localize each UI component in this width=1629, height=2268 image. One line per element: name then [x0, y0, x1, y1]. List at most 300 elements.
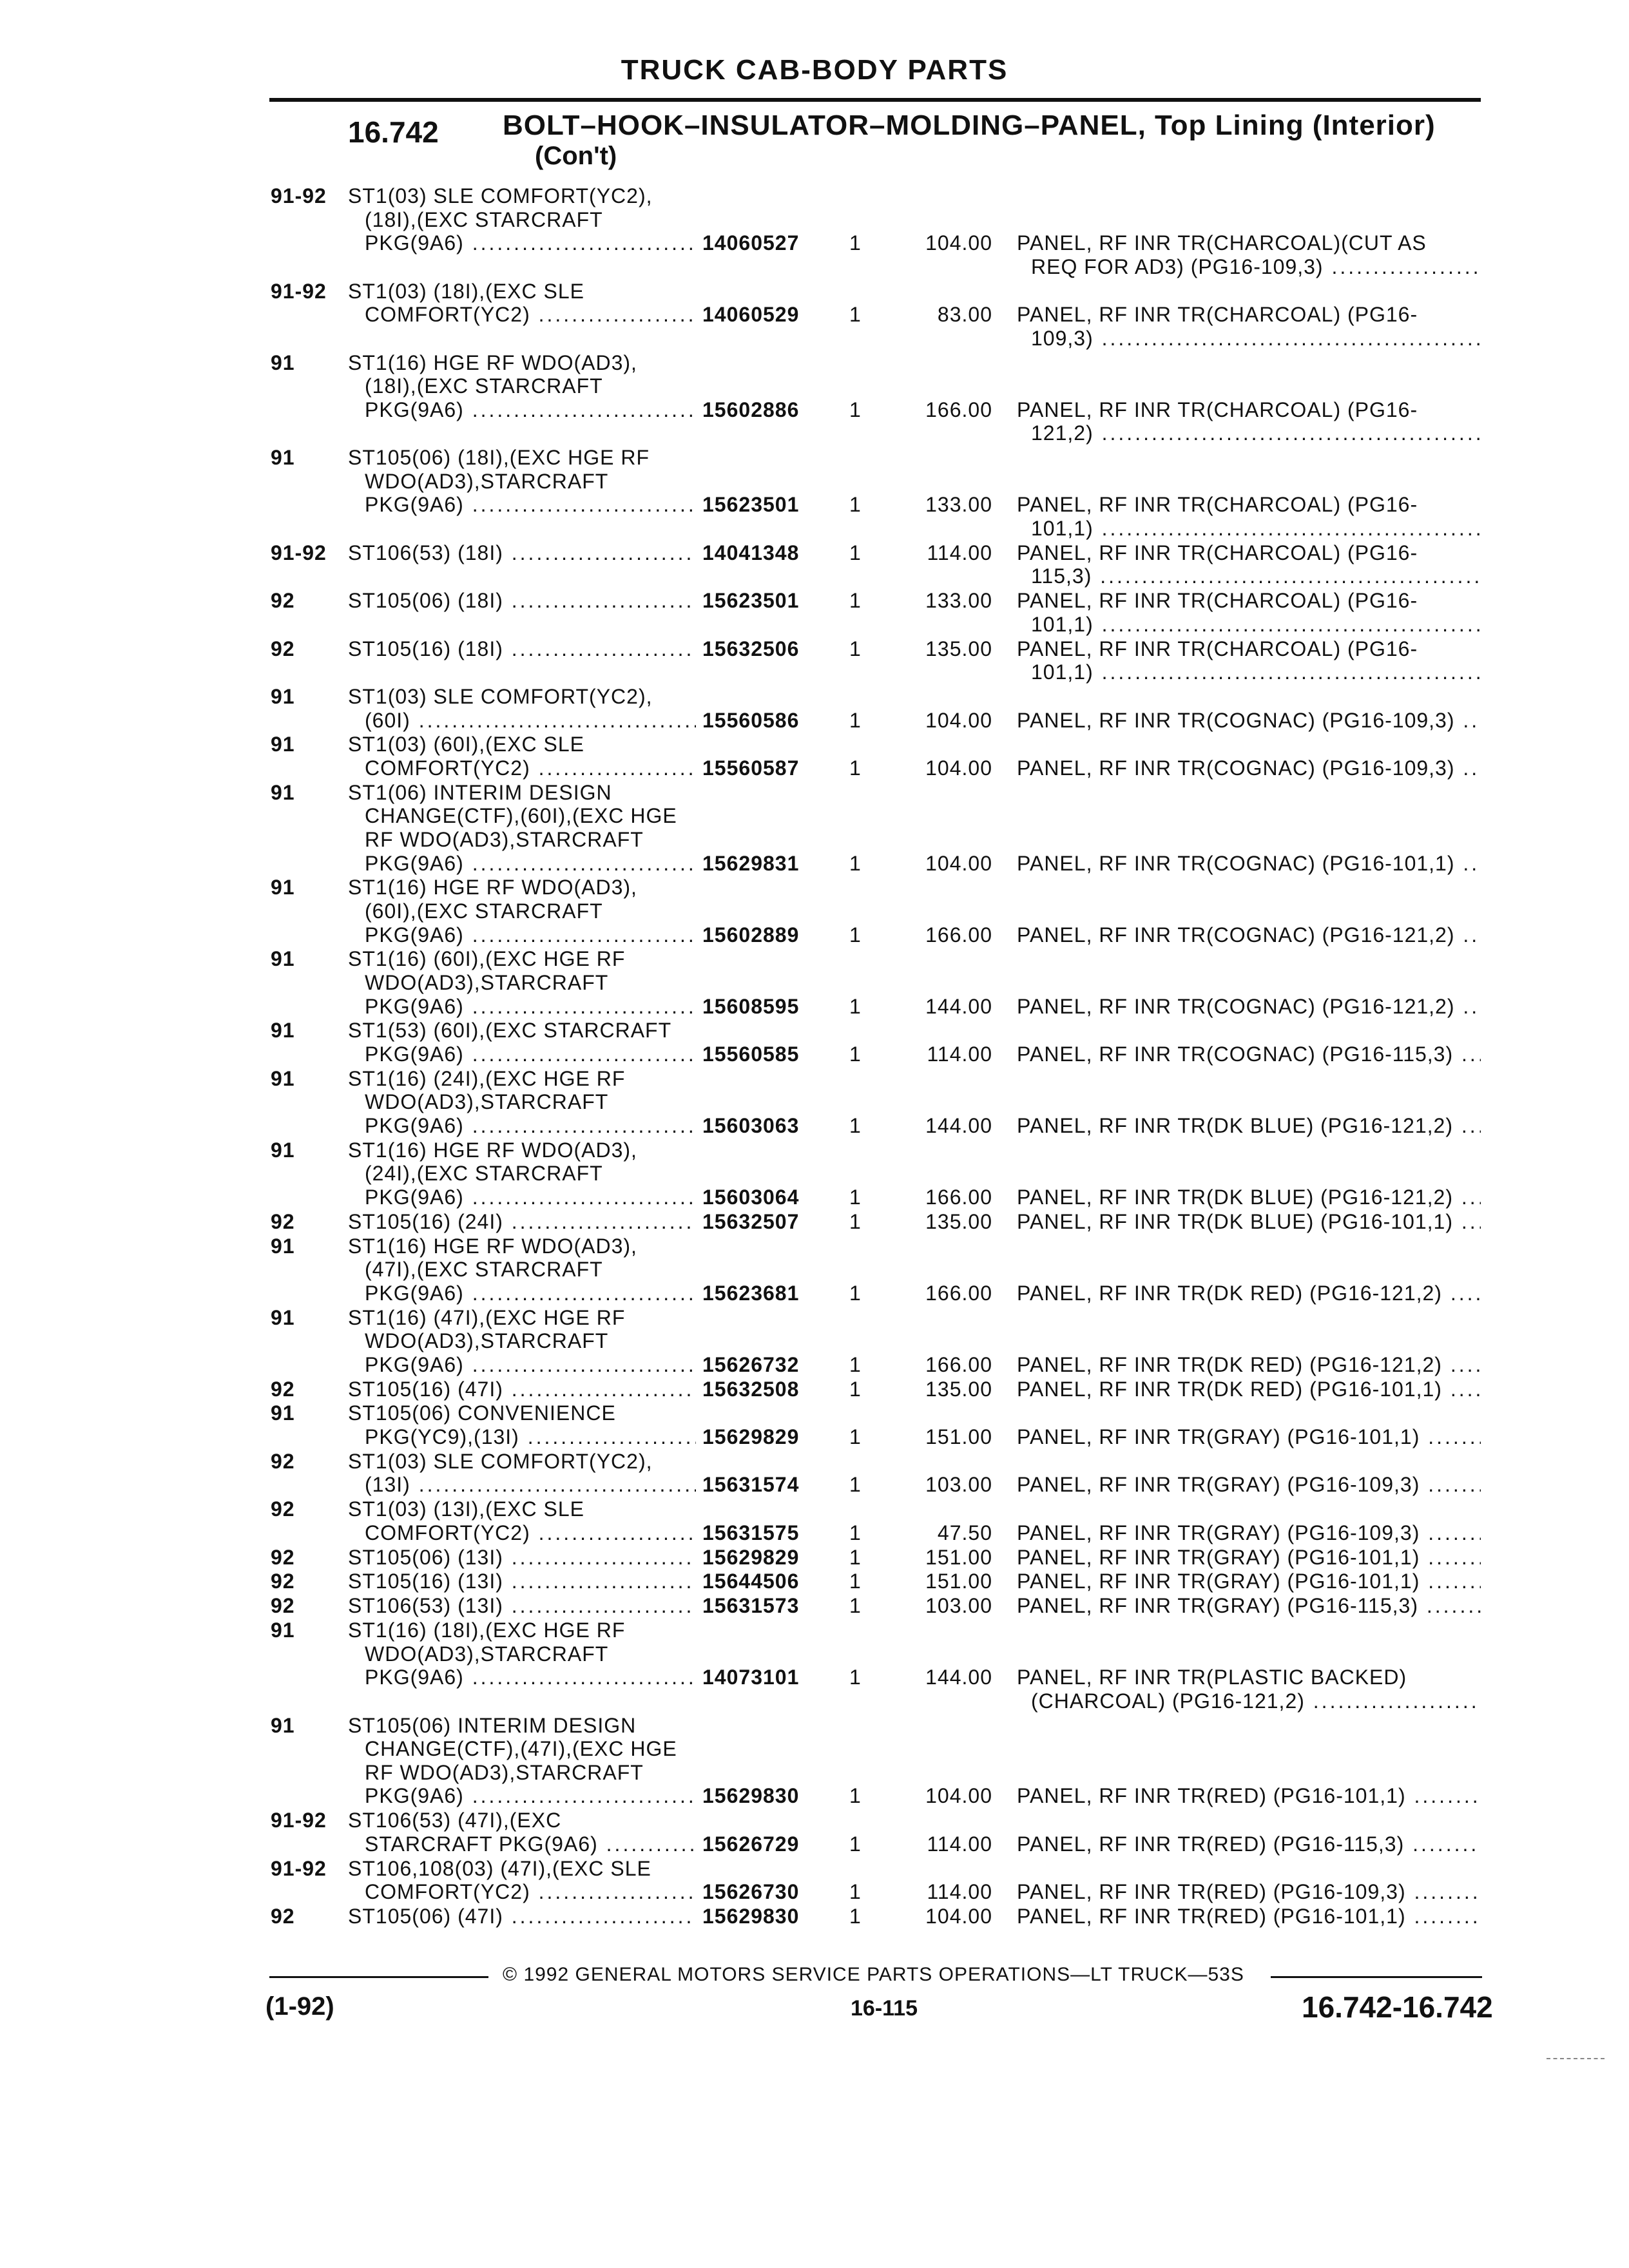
section-title: BOLT–HOOK–INSULATOR–MOLDING–PANEL, Top Lining (Interior): [503, 110, 1436, 141]
application-text: ST106(53) (47I),(EXC: [348, 1809, 562, 1832]
quantity: 1: [849, 1281, 862, 1305]
entry-line: [0, 1546, 1629, 1569]
application-text: ST1(16) (47I),(EXC HGE RF: [348, 1305, 626, 1329]
entry-line: [0, 781, 1629, 804]
quantity: 1: [849, 303, 862, 327]
application-text: PKG(9A6) .....: [365, 1114, 696, 1137]
application-text: PKG(9A6) .....: [365, 1666, 696, 1689]
price: 151.00: [925, 1570, 992, 1593]
quantity: 1: [849, 1784, 862, 1808]
part-name: 101,1) .....: [1031, 660, 1481, 684]
entry-line: [0, 1857, 1629, 1880]
application-text: ST105(06) INTERIM DESIGN: [348, 1713, 637, 1737]
application-text: ST106,108(03) (47I),(EXC SLE: [348, 1856, 651, 1880]
application-text: PKG(9A6) .....: [365, 923, 696, 947]
part-name: PANEL, RF INR TR(GRAY) (PG16-115,3) .....: [1017, 1594, 1481, 1617]
application-text: CHANGE(CTF),(60I),(EXC HGE: [365, 804, 677, 828]
price: 104.00: [925, 1905, 992, 1928]
entry-line: [0, 899, 1629, 923]
price: 114.00: [927, 1043, 992, 1066]
part-name: PANEL, RF INR TR(RED) (PG16-101,1) .....: [1017, 1784, 1481, 1807]
quantity: 1: [849, 756, 862, 780]
quantity: 1: [849, 994, 862, 1018]
entry-line: [0, 280, 1629, 303]
entry-line: [0, 1425, 1629, 1448]
model-year: 91-92: [271, 1809, 327, 1832]
entry-line: [0, 756, 1629, 780]
application-text: ST105(16) (47I) .....: [348, 1378, 696, 1401]
price: 166.00: [925, 1281, 992, 1305]
part-name: PANEL, RF INR TR(DK BLUE) (PG16-101,1) .....: [1017, 1210, 1481, 1233]
model-year: 92: [271, 1377, 295, 1401]
model-year: 91-92: [271, 184, 327, 207]
entry-line: [0, 255, 1629, 278]
application-text: ST1(06) INTERIM DESIGN: [348, 780, 612, 804]
application-text: WDO(AD3),STARCRAFT: [365, 469, 609, 493]
quantity: 1: [849, 493, 862, 517]
model-year: 91: [271, 876, 295, 899]
application-text: ST1(16) HGE RF WDO(AD3),: [348, 1234, 637, 1258]
application-text: (60I),(EXC STARCRAFT: [365, 899, 603, 923]
model-year: 91: [271, 685, 295, 708]
entry-line: [0, 327, 1629, 350]
application-text: PKG(9A6) .....: [365, 1282, 696, 1305]
application-text: ST1(16) (60I),(EXC HGE RF: [348, 947, 626, 971]
part-name: 121,2) .....: [1031, 421, 1481, 445]
entry-line: [0, 470, 1629, 493]
application-text: COMFORT(YC2) .....: [365, 1521, 696, 1544]
price: 166.00: [925, 1186, 992, 1209]
price: 144.00: [925, 1666, 992, 1689]
application-text: ST105(06) (13I) .....: [348, 1546, 696, 1569]
application-text: COMFORT(YC2) .....: [365, 756, 696, 780]
application-text: ST1(16) (24I),(EXC HGE RF: [348, 1066, 626, 1090]
price: 104.00: [925, 231, 992, 255]
price: 104.00: [925, 756, 992, 780]
entry-line: [0, 876, 1629, 899]
entry-line: [0, 1761, 1629, 1784]
model-year: 91: [271, 1066, 295, 1090]
entry-line: [0, 208, 1629, 231]
part-name: PANEL, RF INR TR(COGNAC) (PG16-121,2) .....: [1017, 995, 1481, 1018]
part-name: PANEL, RF INR TR(CHARCOAL) (PG16-: [1017, 541, 1418, 564]
model-year: 91: [271, 1713, 295, 1737]
quantity: 1: [849, 1352, 862, 1376]
entry-line: [0, 374, 1629, 398]
part-number: 15632508: [702, 1377, 800, 1401]
price: 144.00: [925, 994, 992, 1018]
part-number: 15626729: [702, 1832, 800, 1856]
entry-line: [0, 184, 1629, 207]
application-text: ST1(16) HGE RF WDO(AD3),: [348, 876, 637, 899]
application-text: (13I) .....: [365, 1473, 696, 1496]
model-year: 91: [271, 1619, 295, 1642]
entry-line: [0, 637, 1629, 660]
price: 83.00: [937, 303, 992, 327]
part-name: REQ FOR AD3) (PG16-109,3) .....: [1031, 255, 1481, 278]
price: 144.00: [925, 1114, 992, 1137]
application-text: ST1(16) HGE RF WDO(AD3),: [348, 351, 637, 374]
application-text: PKG(9A6) .....: [365, 1186, 696, 1209]
model-year: 91: [271, 446, 295, 470]
model-year: 91: [271, 1138, 295, 1162]
part-name: 101,1) .....: [1031, 517, 1481, 540]
application-text: ST1(03) SLE COMFORT(YC2),: [348, 184, 653, 207]
quantity: 1: [849, 589, 862, 613]
application-text: COMFORT(YC2) .....: [365, 303, 696, 326]
header-rule: [269, 98, 1481, 102]
price: 166.00: [925, 923, 992, 947]
quantity: 1: [849, 1570, 862, 1593]
application-text: WDO(AD3),STARCRAFT: [365, 1090, 609, 1114]
part-name: PANEL, RF INR TR(GRAY) (PG16-101,1) .....: [1017, 1425, 1481, 1448]
entry-line: [0, 351, 1629, 374]
entry-line: [0, 804, 1629, 827]
application-text: PKG(9A6) .....: [365, 231, 696, 255]
part-name: PANEL, RF INR TR(GRAY) (PG16-101,1) .....: [1017, 1570, 1481, 1593]
part-name: PANEL, RF INR TR(GRAY) (PG16-101,1) .....: [1017, 1546, 1481, 1569]
entry-line: [0, 564, 1629, 588]
entry-line: [0, 1067, 1629, 1090]
entry-line: [0, 1139, 1629, 1162]
model-year: 92: [271, 1209, 295, 1233]
entry-line: [0, 1090, 1629, 1113]
quantity: 1: [849, 231, 862, 255]
entry-line: [0, 1784, 1629, 1807]
entry-line: [0, 1689, 1629, 1713]
application-text: (47I),(EXC STARCRAFT: [365, 1258, 603, 1282]
application-text: RF WDO(AD3),STARCRAFT: [365, 828, 644, 851]
price: 151.00: [925, 1545, 992, 1569]
model-year: 92: [271, 1449, 295, 1473]
section-number: 16.742: [348, 115, 439, 149]
entry-line: [0, 303, 1629, 326]
entry-line: [0, 685, 1629, 708]
entry-line: [0, 446, 1629, 469]
part-name: 109,3) .....: [1031, 327, 1481, 350]
price: 114.00: [927, 1880, 992, 1904]
footer-rule-right: [1271, 1976, 1482, 1978]
application-text: ST1(03) (18I),(EXC SLE: [348, 279, 584, 303]
application-text: COMFORT(YC2) .....: [365, 1880, 696, 1903]
footer-rule-left: [269, 1976, 488, 1978]
entry-line: [0, 1473, 1629, 1496]
model-year: 91-92: [271, 279, 327, 303]
application-text: PKG(9A6) .....: [365, 1353, 696, 1376]
entry-line: [0, 709, 1629, 732]
quantity: 1: [849, 1377, 862, 1401]
quantity: 1: [849, 1521, 862, 1544]
application-text: ST105(16) (18I) .....: [348, 637, 696, 660]
quantity: 1: [849, 1043, 862, 1066]
application-text: PKG(9A6) .....: [365, 995, 696, 1018]
price: 103.00: [925, 1594, 992, 1618]
entry-line: [0, 1258, 1629, 1281]
part-number: 15632507: [702, 1209, 800, 1233]
part-number: 14041348: [702, 541, 800, 564]
application-text: WDO(AD3),STARCRAFT: [365, 971, 609, 994]
page-number: 16-115: [851, 1996, 918, 2021]
application-text: PKG(9A6) .....: [365, 398, 696, 421]
part-number: 15603064: [702, 1186, 800, 1209]
entry-line: [0, 1880, 1629, 1903]
quantity: 1: [849, 851, 862, 875]
part-number: 15632506: [702, 637, 800, 660]
entry-line: [0, 1642, 1629, 1666]
part-number: 15629830: [702, 1905, 800, 1928]
model-year: 91: [271, 733, 295, 756]
quantity: 1: [849, 1594, 862, 1618]
part-number: 15629831: [702, 851, 800, 875]
part-name: PANEL, RF INR TR(COGNAC) (PG16-101,1) .....: [1017, 852, 1481, 875]
part-number: 15602886: [702, 398, 800, 421]
part-name: 101,1) .....: [1031, 613, 1481, 636]
entry-line: [0, 1210, 1629, 1233]
quantity: 1: [849, 398, 862, 421]
part-number: 15603063: [702, 1114, 800, 1137]
entry-line: [0, 660, 1629, 684]
entry-line: [0, 1594, 1629, 1617]
quantity: 1: [849, 1186, 862, 1209]
price: 151.00: [925, 1425, 992, 1448]
part-name: PANEL, RF INR TR(PLASTIC BACKED): [1017, 1666, 1407, 1689]
part-name: PANEL, RF INR TR(DK RED) (PG16-121,2) .....: [1017, 1282, 1481, 1305]
part-number: 15629829: [702, 1545, 800, 1569]
application-text: STARCRAFT PKG(9A6) .....: [365, 1832, 696, 1856]
entry-line: [0, 1401, 1629, 1425]
entry-line: [0, 1162, 1629, 1185]
entry-line: [0, 971, 1629, 994]
quantity: 1: [849, 1880, 862, 1904]
entry-line: [0, 231, 1629, 255]
application-text: PKG(9A6) .....: [365, 1784, 696, 1807]
application-text: ST105(06) (18I),(EXC HGE RF: [348, 446, 650, 470]
part-number: 15631575: [702, 1521, 800, 1544]
part-name: PANEL, RF INR TR(GRAY) (PG16-109,3) .....: [1017, 1473, 1481, 1496]
model-year: 91-92: [271, 541, 327, 564]
application-text: ST106(53) (18I) .....: [348, 541, 696, 564]
price: 135.00: [925, 637, 992, 660]
model-year: 91: [271, 1019, 295, 1043]
part-name: PANEL, RF INR TR(CHARCOAL) (PG16-: [1017, 589, 1418, 613]
application-text: ST105(06) (47I) .....: [348, 1905, 696, 1928]
price: 166.00: [925, 1352, 992, 1376]
price: 104.00: [925, 851, 992, 875]
entry-line: [0, 1832, 1629, 1856]
section-continued: (Con't): [535, 142, 617, 170]
part-number: 15644506: [702, 1570, 800, 1593]
entry-line: [0, 493, 1629, 516]
entry-line: [0, 613, 1629, 636]
footer-date: (1-92): [265, 1992, 334, 2021]
entry-line: [0, 1570, 1629, 1593]
part-number: 15623501: [702, 589, 800, 613]
quantity: 1: [849, 541, 862, 564]
model-year: 92: [271, 589, 295, 613]
quantity: 1: [849, 1473, 862, 1497]
entry-line: [0, 1450, 1629, 1473]
price: 104.00: [925, 708, 992, 732]
part-number: 14073101: [702, 1666, 800, 1689]
entry-line: [0, 421, 1629, 445]
application-text: ST105(06) CONVENIENCE: [348, 1401, 616, 1425]
part-name: (CHARCOAL) (PG16-121,2) .....: [1031, 1689, 1481, 1713]
part-name: PANEL, RF INR TR(CHARCOAL)(CUT AS: [1017, 231, 1427, 255]
model-year: 92: [271, 1497, 295, 1521]
part-name: PANEL, RF INR TR(COGNAC) (PG16-115,3) .....: [1017, 1043, 1481, 1066]
entry-line: [0, 1306, 1629, 1329]
page-header-title: TRUCK CAB-BODY PARTS: [621, 54, 1008, 86]
application-text: ST106(53) (13I) .....: [348, 1594, 696, 1617]
part-name: PANEL, RF INR TR(RED) (PG16-109,3) .....: [1017, 1880, 1481, 1903]
part-number: 15623501: [702, 493, 800, 517]
entry-line: [0, 995, 1629, 1018]
model-year: 91: [271, 947, 295, 971]
entry-line: [0, 589, 1629, 612]
part-name: PANEL, RF INR TR(DK BLUE) (PG16-121,2) .....: [1017, 1186, 1481, 1209]
entry-line: [0, 398, 1629, 421]
part-number: 15626732: [702, 1352, 800, 1376]
part-number: 15629829: [702, 1425, 800, 1448]
part-name: PANEL, RF INR TR(CHARCOAL) (PG16-: [1017, 637, 1418, 660]
application-text: ST1(03) SLE COMFORT(YC2),: [348, 685, 653, 708]
price: 114.00: [927, 541, 992, 564]
model-year: 91: [271, 1305, 295, 1329]
application-text: PKG(9A6) .....: [365, 1043, 696, 1066]
application-text: ST1(16) (18I),(EXC HGE RF: [348, 1619, 626, 1642]
model-year: 92: [271, 1594, 295, 1618]
quantity: 1: [849, 1114, 862, 1137]
part-number: 15629830: [702, 1784, 800, 1808]
part-name: PANEL, RF INR TR(COGNAC) (PG16-109,3) .....: [1017, 709, 1481, 732]
part-name: PANEL, RF INR TR(COGNAC) (PG16-121,2) .....: [1017, 923, 1481, 947]
application-text: (60I) .....: [365, 709, 696, 732]
footer-copyright: © 1992 GENERAL MOTORS SERVICE PARTS OPERATIONS—LT TRUCK—53S: [503, 1964, 1244, 1985]
entry-line: [0, 1378, 1629, 1401]
price: 166.00: [925, 398, 992, 421]
price: 103.00: [925, 1473, 992, 1497]
price: 104.00: [925, 1784, 992, 1808]
model-year: 92: [271, 1570, 295, 1593]
part-name: PANEL, RF INR TR(RED) (PG16-115,3) .....: [1017, 1832, 1481, 1856]
model-year: 91-92: [271, 1856, 327, 1880]
entry-line: [0, 852, 1629, 875]
entry-line: [0, 1235, 1629, 1258]
price: 133.00: [925, 493, 992, 517]
part-number: 15560586: [702, 708, 800, 732]
part-name: PANEL, RF INR TR(DK RED) (PG16-101,1) .....: [1017, 1378, 1481, 1401]
entry-line: [0, 1353, 1629, 1376]
part-number: 14060529: [702, 303, 800, 327]
price: 114.00: [927, 1832, 992, 1856]
application-text: ST105(16) (24I) .....: [348, 1210, 696, 1233]
quantity: 1: [849, 1425, 862, 1448]
application-text: ST1(03) (13I),(EXC SLE: [348, 1497, 584, 1521]
quantity: 1: [849, 708, 862, 732]
quantity: 1: [849, 1832, 862, 1856]
application-text: PKG(YC9),(13I) .....: [365, 1425, 696, 1448]
entry-line: [0, 1666, 1629, 1689]
part-name: PANEL, RF INR TR(CHARCOAL) (PG16-: [1017, 493, 1418, 517]
part-name: PANEL, RF INR TR(DK RED) (PG16-121,2) .....: [1017, 1353, 1481, 1376]
application-text: ST1(53) (60I),(EXC STARCRAFT: [348, 1019, 672, 1043]
part-number: 14060527: [702, 231, 800, 255]
entry-line: [0, 828, 1629, 851]
entry-line: [0, 517, 1629, 540]
scan-mark: [1547, 2058, 1605, 2061]
part-number: 15631573: [702, 1594, 800, 1618]
part-name: PANEL, RF INR TR(GRAY) (PG16-109,3) .....: [1017, 1521, 1481, 1544]
application-text: ST1(03) SLE COMFORT(YC2),: [348, 1449, 653, 1473]
entry-line: [0, 1186, 1629, 1209]
application-text: PKG(9A6) .....: [365, 493, 696, 516]
part-number: 15626730: [702, 1880, 800, 1904]
application-text: RF WDO(AD3),STARCRAFT: [365, 1760, 644, 1784]
footer-section-range: 16.742-16.742: [1302, 1990, 1493, 2024]
entry-line: [0, 1714, 1629, 1737]
entry-line: [0, 1521, 1629, 1544]
model-year: 91: [271, 1401, 295, 1425]
application-text: ST105(06) (18I) .....: [348, 589, 696, 612]
application-text: PKG(9A6) .....: [365, 852, 696, 875]
entry-line: [0, 733, 1629, 756]
model-year: 92: [271, 1545, 295, 1569]
application-text: ST105(16) (13I) .....: [348, 1570, 696, 1593]
entry-line: [0, 1809, 1629, 1832]
model-year: 91: [271, 1234, 295, 1258]
model-year: 92: [271, 637, 295, 660]
entry-line: [0, 1114, 1629, 1137]
entry-line: [0, 541, 1629, 564]
model-year: 92: [271, 1905, 295, 1928]
part-name: 115,3) .....: [1031, 564, 1481, 588]
application-text: WDO(AD3),STARCRAFT: [365, 1329, 609, 1353]
part-name: PANEL, RF INR TR(RED) (PG16-101,1) .....: [1017, 1905, 1481, 1928]
price: 133.00: [925, 589, 992, 613]
quantity: 1: [849, 1209, 862, 1233]
entry-line: [0, 1043, 1629, 1066]
application-text: (24I),(EXC STARCRAFT: [365, 1162, 603, 1186]
entry-line: [0, 1737, 1629, 1760]
part-name: PANEL, RF INR TR(CHARCOAL) (PG16-: [1017, 398, 1418, 421]
part-number: 15560587: [702, 756, 800, 780]
quantity: 1: [849, 1905, 862, 1928]
application-text: ST1(16) HGE RF WDO(AD3),: [348, 1138, 637, 1162]
quantity: 1: [849, 1545, 862, 1569]
part-number: 15631574: [702, 1473, 800, 1497]
part-name: PANEL, RF INR TR(CHARCOAL) (PG16-: [1017, 303, 1418, 327]
application-text: (18I),(EXC STARCRAFT: [365, 374, 603, 398]
entry-line: [0, 1282, 1629, 1305]
entry-line: [0, 947, 1629, 970]
entry-line: [0, 1905, 1629, 1928]
part-number: 15602889: [702, 923, 800, 947]
entry-line: [0, 1619, 1629, 1642]
application-text: ST1(03) (60I),(EXC SLE: [348, 733, 584, 756]
application-text: CHANGE(CTF),(47I),(EXC HGE: [365, 1737, 677, 1761]
part-name: PANEL, RF INR TR(DK BLUE) (PG16-121,2) .....: [1017, 1114, 1481, 1137]
price: 135.00: [925, 1377, 992, 1401]
part-number: 15623681: [702, 1281, 800, 1305]
entry-line: [0, 1497, 1629, 1521]
entry-line: [0, 923, 1629, 947]
application-text: WDO(AD3),STARCRAFT: [365, 1642, 609, 1666]
quantity: 1: [849, 1666, 862, 1689]
application-text: (18I),(EXC STARCRAFT: [365, 207, 603, 231]
quantity: 1: [849, 923, 862, 947]
entry-line: [0, 1019, 1629, 1042]
quantity: 1: [849, 637, 862, 660]
